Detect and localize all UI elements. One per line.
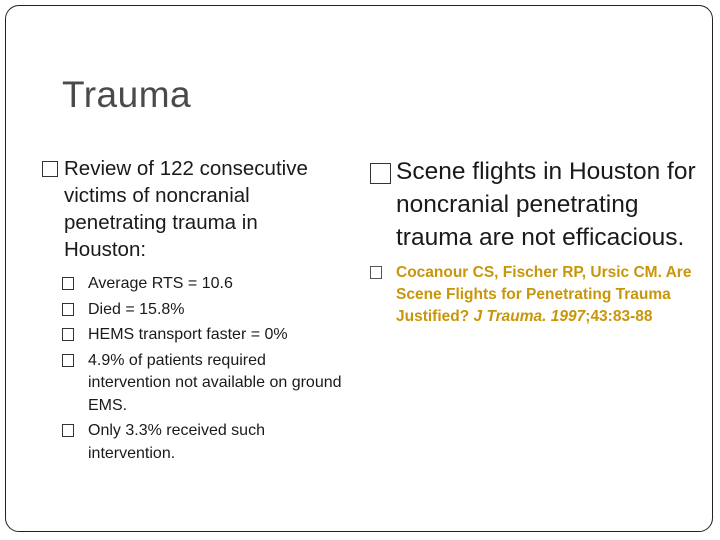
checkbox-bullet-icon <box>62 424 74 437</box>
citation-volume-pages: 43:83-88 <box>590 308 653 325</box>
checkbox-bullet-icon <box>62 303 74 316</box>
checkbox-bullet-icon <box>62 277 74 290</box>
citation-title: Are Scene Flights for Penetrating Trauma Justified? <box>396 264 692 325</box>
left-column <box>42 155 342 465</box>
right-main-text: Scene flights in Houston for noncranial penetrating trauma are not efficacious. <box>396 158 696 251</box>
checkbox-bullet-icon <box>370 266 382 279</box>
left-sub-text: Only 3.3% received such intervention. <box>88 422 265 462</box>
citation-bullet <box>370 262 705 328</box>
left-sub-bullet <box>42 324 342 347</box>
slide-title: Trauma <box>62 74 192 115</box>
left-sub-text: Average RTS = 10.6 <box>88 275 233 292</box>
left-sub-text: 4.9% of patients required intervention not available on ground EMS. <box>88 351 342 414</box>
left-main-text: Review of 122 consecutive victims of noncranial penetrating trauma in Houston: <box>64 157 308 261</box>
left-sub-text: HEMS transport faster = 0% <box>88 326 288 343</box>
citation-text: Cocanour CS, Fischer RP, Ursic CM. Are Scene Flights for Penetrating Trauma Justified? J Trauma. 1997;43:83-88 <box>396 264 692 325</box>
left-sub-bullet <box>42 350 342 418</box>
citation-journal: J Trauma. <box>473 308 547 325</box>
checkbox-bullet-icon <box>62 328 74 341</box>
left-sub-text: Died = 15.8% <box>88 300 185 318</box>
left-main-bullet <box>42 155 342 263</box>
checkbox-bullet-icon <box>42 161 58 177</box>
checkbox-bullet-icon <box>370 163 391 184</box>
left-sub-bullet <box>42 273 342 296</box>
citation-authors: Cocanour CS, Fischer RP, Ursic CM. <box>396 264 662 281</box>
right-column <box>370 155 705 328</box>
left-sub-bullet <box>42 420 342 465</box>
right-main-bullet <box>370 155 705 254</box>
citation-year: 1997 <box>550 308 586 325</box>
left-sub-bullet <box>42 299 342 322</box>
checkbox-bullet-icon <box>62 354 74 367</box>
